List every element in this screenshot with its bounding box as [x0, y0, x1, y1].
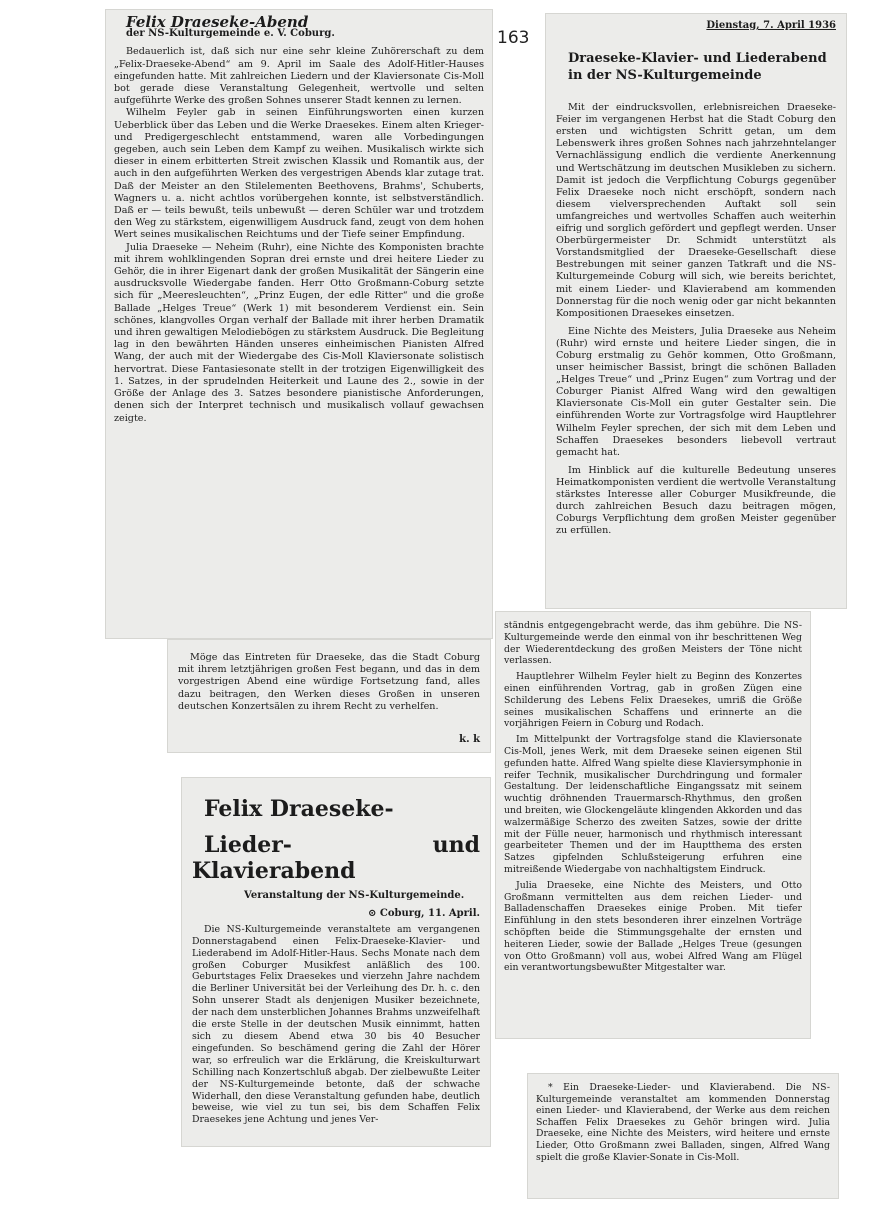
- clip1-paragraph: Wilhelm Feyler gab in seinen Einführungsworten einen kurzen Ueberblick über das Leben und die Werke Draesekes. Einem alten Krieger- und Predigergeschlecht entstammend, waren alle Vorbedingungen gegeben, auch sein Leben dem Kampf zu weihen. Musikalisch wirkte sich dieser in einem erbitterten Streit zwischen Klassik und Romantik aus, der auch in den aufgeführten Werken des vergestrigen Abends klar zutage trat. Daß der Meister an den Stilelementen Beethovens, Brahms', Schuberts, Wagners u. a. nicht achtlos vorübergehen konnte, ist selbstverständlich. Daß er — teils bewußt, teils unbewußt — deren Schüler war und trotzdem den Weg zu stärkstem, eigenwilligem Ausdruck fand, zeugt von dem hohen Wert seines musikalischen Reichtums und der Tiefe seiner Empfindung.: [114, 107, 484, 241]
- clipping-draeseke-abend: [106, 10, 492, 638]
- clip3-dateline: ⊙ Coburg, 11. April.: [368, 907, 480, 919]
- clip4-title-line2: in der NS-Kulturgemeinde: [568, 68, 762, 84]
- clip1-paragraph: Bedauerlich ist, daß sich nur eine sehr kleine Zuhörerschaft zu dem „Felix-Draeseke-Abend“ am 9. April im Saale des Adolf-Hitler-Hauses eingefunden hatte. Mit zahlreichen Liedern und der Klaviersonate Cis-Moll bot gerade diese Veranstaltung Gelegenheit, wertvolle und selten aufgeführte Werke des großen Sohnes unserer Stadt kennen zu lernen.: [114, 46, 484, 107]
- clip4-paragraph: Eine Nichte des Meisters, Julia Draeseke aus Neheim (Ruhr) wird ernste und heitere Lieder singen, die in Coburg erstmalig zu Gehör kommen, Otto Großmann, unser heimischer Bassist, bringt die schönen Balladen „Helges Treue“ und „Prinz Eugen“ zum Vortrag und der Coburger Pianist Alfred Wang wird den gewaltigen Klaviersonate Cis-Moll ein guter Gestalter sein. Die einführenden Worte zur Vortragsfolge wird Hauptlehrer Wilhelm Feyler sprechen, der sich mit dem Leben und Schaffen Draesekes besonders liebevoll vertraut gemacht hat.: [556, 325, 836, 458]
- clipping-continuation: [496, 612, 810, 1038]
- clip5-paragraph: Im Mittelpunkt der Vortragsfolge stand die Klaviersonate Cis-Moll, jenes Werk, mit dem Draeseke seinen eigenen Stil gefunden hatte. Alfred Wang spielte diese Klaviersymphonie in reifer Technik, musikalischer Durchdringung und formaler Gestaltung. Der leidenschaftliche Eingangssatz mit seinem wuchtig dröhnenden Trauermarsch-Rhythmus, den großen und breiten, wie Glockengeläute klingenden Akkorden und das walzermäßige Scherzo des zweiten Satzes, sowie der dritte mit der Fülle neuer, harmonisch und rhythmisch interessant gearbeiteter Themen und der im Hauptthema des ersten Satzes gipfelnden Schlußsteigerung erfuhren eine mitreißende Wiedergabe von nachhaltigstem Eindruck.: [504, 734, 802, 875]
- clipping-conclusion: [168, 640, 490, 752]
- clipping-lieder-klavierabend: [182, 778, 490, 1146]
- clip5-paragraph: ständnis entgegengebracht werde, das ihm gebühre. Die NS-Kulturgemeinde werde den einmal von ihr beschrittenen Weg der Wiederentdeckung des großen Meisters der Töne nicht verlassen.: [504, 620, 802, 667]
- clip1-title: Felix Draeseke-Abend: [126, 13, 309, 31]
- clip2-signature: k. k: [459, 733, 480, 745]
- clip4-title-line1: Draeseke-Klavier- und Liederabend: [568, 51, 827, 67]
- clip6-paragraph: * Ein Draeseke-Lieder- und Klavierabend. Die NS-Kulturgemeinde veranstaltet am kommenden Donnerstag einen Lieder- und Klavierabend, der Werke aus dem reichen Schaffen Felix Draesekes zu Gehör bringen wird. Julia Draeseke, eine Nichte des Meisters, wird heitere und ernste Lieder, Otto Großmann zwei Balladen, singen, Alfred Wang spielt die große Klavier-Sonate in Cis-Moll.: [536, 1082, 830, 1163]
- clip2-paragraph: Möge das Eintreten für Draeseke, das die Stadt Coburg mit ihrem letztjährigen großen Fest begann, und das in dem vorgestrigen Abend eine würdige Fortsetzung fand, alles dazu beitragen, den Werken dieses Großen in unseren deutschen Konzertsälen zu ihrem Recht zu verhelfen.: [178, 652, 480, 712]
- clip4-dateline: Dienstag, 7. April 1936: [706, 20, 836, 31]
- clip5-paragraph: Hauptlehrer Wilhelm Feyler hielt zu Beginn des Konzertes einen einführenden Vortrag, gab in großen Zügen eine Schilderung des Lebens Felix Draesekes, umriß die Größe seines musikalischen Schaffens und erinnerte an die vorjährigen Feiern in Coburg und Rodach.: [504, 671, 802, 730]
- clipping-announcement: [528, 1074, 838, 1198]
- clip5-paragraph: Julia Draeseke, eine Nichte des Meisters, und Otto Großmann vermittelten aus dem reichen Lieder- und Balladenschaffen Draesekes einige Proben. Mit tiefer Einfühlung in den stets besonderen ihrer einzelnen Vorträge schöpften beide die Stimmungsgehalte der ernsten und heiteren Lieder, sowie der Ballade „Helges Treue (gesungen von Otto Großmann) voll aus, wobei Alfred Wang am Flügel ein verantwortungsbewußter Mitgestalter war.: [504, 879, 802, 974]
- clipping-ns-kulturgemeinde: [546, 14, 846, 608]
- clip4-paragraph: Im Hinblick auf die kulturelle Bedeutung unseres Heimatkomponisten verdient die wertvolle Veranstaltung stärkstes Interesse aller Coburger Musikfreunde, die durch zahlreichen Besuch dazu beitragen mögen, Coburgs Verpflichtung dem großen Meister gegenüber zu erfüllen.: [556, 464, 836, 537]
- page-number: 163: [497, 28, 530, 48]
- clip3-paragraph: Die NS-Kulturgemeinde veranstaltete am vergangenen Donnerstagabend einen Felix-Draeseke-Klavier- und Liederabend im Adolf-Hitler-Haus. Sechs Monate nach dem großen Coburger Musikfest anläßlich des 100. Geburtstages Felix Draesekes und vierzehn Jahre nachdem die Berliner Universität bei der Verleihung des Dr. h. c. den Sohn unserer Stadt als denjenigen Musiker bezeichnete, der nach dem unsterblichen Johannes Brahms unzweifelhaft die erste Stelle in der deutschen Musik einnimmt, hatten sich zu diesem Abend etwa 30 bis 40 Besucher eingefunden. So beschämend gering die Zahl der Hörer war, so erfreulich war die Erklärung, die Kreiskulturwart Schilling nach Konzertschluß abgab. Der zielbewußte Leiter der NS-Kulturgemeinde betonte, daß der schwache Widerhall, den diese Veranstaltung gefunden habe, deutlich beweise, wie viel zu tun sei, bis dem Schaffen Felix Draesekes jene Achtung und jenes Ver-: [192, 923, 480, 1126]
- clip1-paragraph: Julia Draeseke — Neheim (Ruhr), eine Nichte des Komponisten brachte mit ihrem wohlklingenden Sopran drei ernste und drei heitere Lieder zu Gehör, die in ihrer Eigenart dank der großen Musikalität der Sängerin eine ausdrucksvolle Wiedergabe fanden. Herr Otto Großmann-Coburg setzte sich für „Meeresleuchten“, „Prinz Eugen, der edle Ritter“ und die große Ballade „Helges Treue“ (Werk 1) mit besonderem Verdienst ein. Sein schönes, klangvolles Organ verhalf der Ballade mit ihrer herben Dramatik und ihren gewaltigen Melodiebögen zu stärkstem Ausdruck. Die Begleitung lag in den bewährten Händen unseres einheimischen Pianisten Alfred Wang, der auch mit der Wiedergabe des Cis-Moll Klaviersonate solistisch hervortrat. Diese Fantasiesonate stellt in der trotzigen Eigenwilligkeit des 1. Satzes, in der sprudelnden Heiterkeit und Laune des 2., sowie in der Größe der Anlage des 3. Satzes besondere pianistische Anforderungen, denen sich der Interpret technisch und musikalisch vollauf gewachsen zeigte.: [114, 241, 484, 424]
- clip3-subtitle: Veranstaltung der NS-Kulturgemeinde.: [244, 890, 465, 901]
- clip1-subtitle: der NS-Kulturgemeinde e. V. Coburg.: [126, 28, 335, 40]
- clip3-title-line1: Felix Draeseke-: [204, 796, 394, 822]
- clip4-paragraph: Mit der eindrucksvollen, erlebnisreichen Draeseke-Feier im vergangenen Herbst hat die Stadt Coburg den ersten und wichtigsten Schritt getan, um dem Lebenswerk ihres großen Sohnes nach jahrzehntelanger Vernachlässigung endlich die verdiente Anerkennung und Wertschätzung im deutschen Musikleben zu sichern. Damit ist jedoch die Verpflichtung Coburgs gegenüber Felix Draeseke noch nicht erschöpft, sondern nach diesem vielversprechenden Auftakt soll sein umfangreiches und wertvolles Schaffen auch weiterhin eifrig und sorglich gefördert und gepflegt werden. Unser Oberbürgermeister Dr. Schmidt unterstützt als Vorstandsmitglied der Draeseke-Gesellschaft diese Bestrebungen mit seiner ganzen Tatkraft und die NS-Kulturgemeinde Coburg will sich, wie bereits berichtet, mit einem Lieder- und Klavierabend am kommenden Donnerstag für die noch wenig oder gar nicht bekannten Kompositionen Draesekes einsetzen.: [556, 102, 836, 319]
- clip3-title-line2: Lieder- und Klavierabend: [192, 832, 480, 884]
